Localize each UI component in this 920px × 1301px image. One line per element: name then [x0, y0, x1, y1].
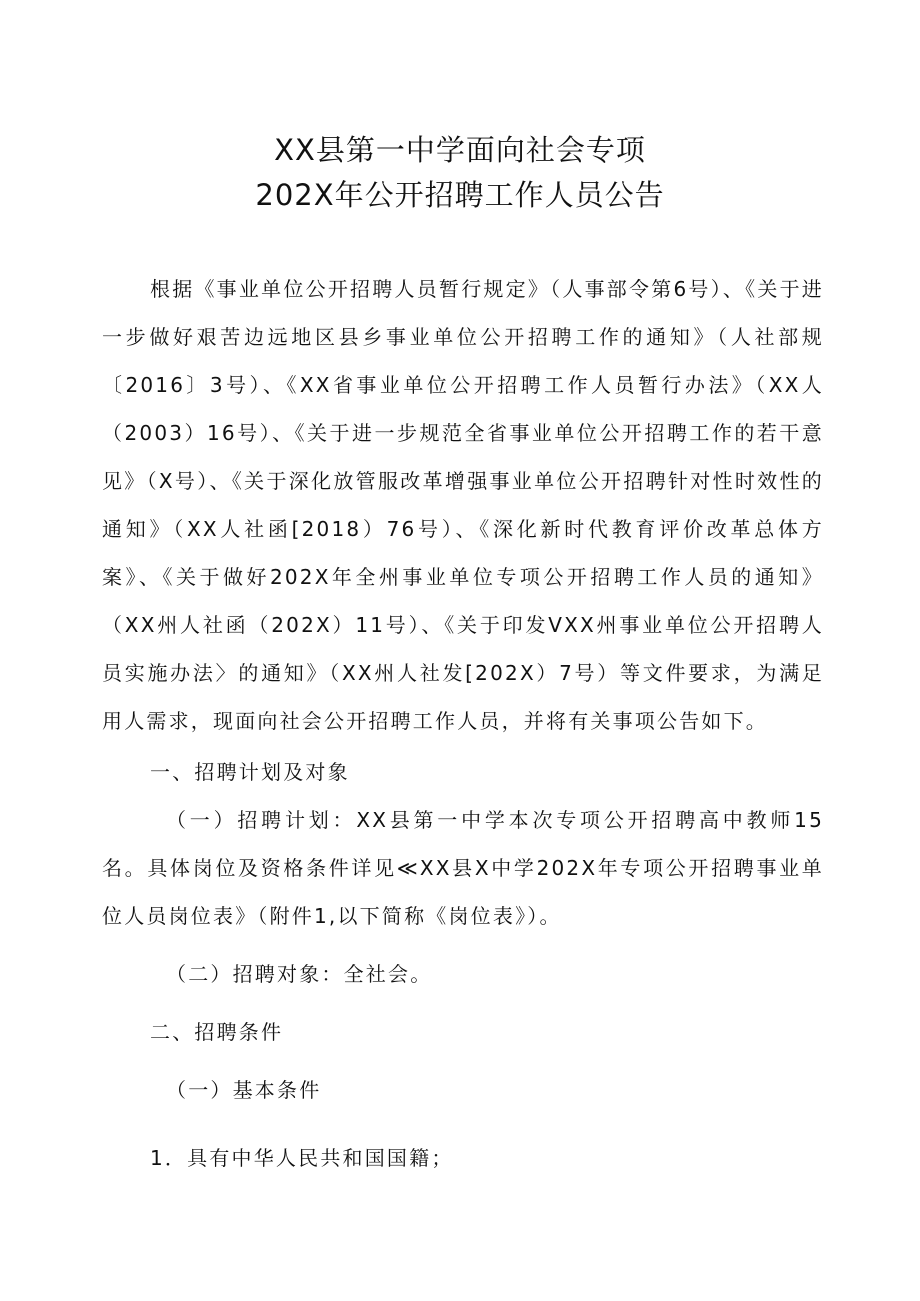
- basic-conditions-heading: （一）基本条件: [166, 1078, 322, 1102]
- recruitment-plan-paragraph: （一）招聘计划：XX县第一中学本次专项公开招聘高中教师15名。具体岗位及资格条件详见≪XX县X中学202X年专项公开招聘事业单位人员岗位表》（附件1,以下简称《岗位表》）。: [102, 808, 824, 928]
- document-body: [102, 265, 824, 1182]
- intro-paragraph: 根据《事业单位公开招聘人员暂行规定》（人事部令第6号）、《关于进一步做好艰苦边远地区县乡事业单位公开招聘工作的通知》（人社部规〔2016〕3号）、《XX省事业单位公开招聘工作人员暂行办法》（XX人（2003）16号）、《关于进一步规范全省事业单位公开招聘工作的若干意见》（X号）、《关于深化放管服改革增强事业单位公开招聘针对性时效性的通知》（XX人社函[2018）76号）、《深化新时代教育评价改革总体方案》、《关于做好202X年全州事业单位专项公开招聘工作人员的通知》（XX州人社函（202X）11号）、《关于印发VXX州事业单位公开招聘人员实施办法〉的通知》（XX州人社发[202X）7号）等文件要求，为满足用人需求，现面向社会公开招聘工作人员，并将有关事项公告如下。: [102, 277, 824, 733]
- doc-title-line-2: 202X年公开招聘工作人员公告: [255, 178, 665, 212]
- section-1-heading: 一、招聘计划及对象: [150, 760, 350, 784]
- doc-title-line-1: XX县第一中学面向社会专项: [274, 133, 646, 167]
- section-2-heading: 二、招聘条件: [150, 1020, 284, 1044]
- condition-item-1: 1．具有中华人民共和国国籍；: [150, 1146, 454, 1170]
- recruitment-target-paragraph: （二）招聘对象：全社会。: [166, 962, 433, 986]
